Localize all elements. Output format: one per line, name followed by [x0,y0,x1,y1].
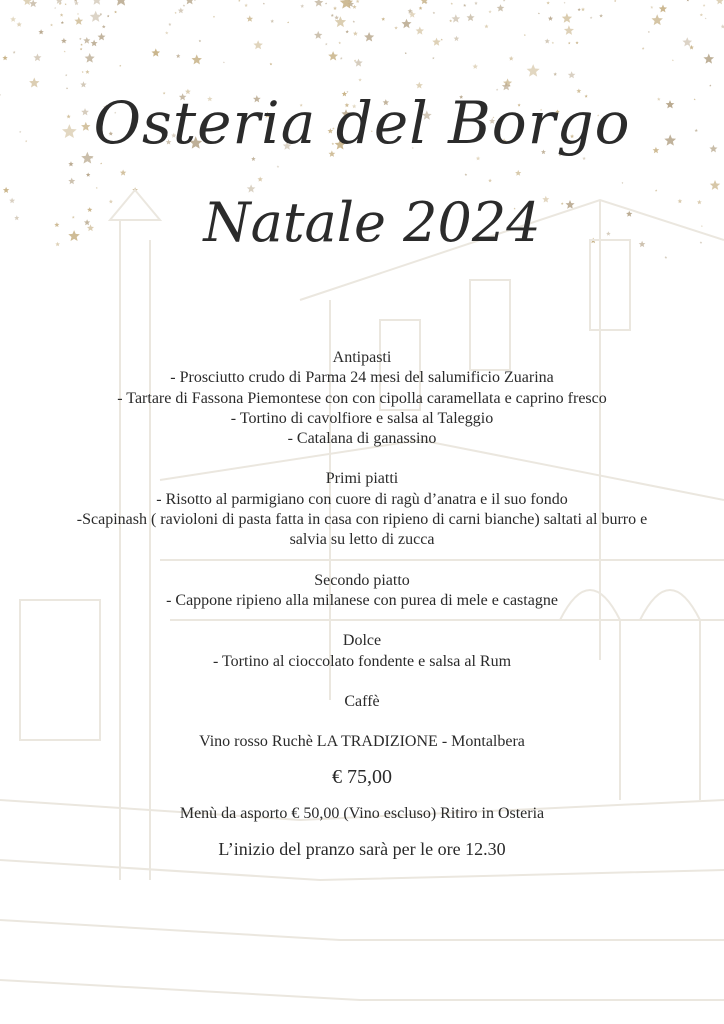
section-primi [0,469,724,550]
star-icon [538,12,540,14]
coffee: Caffè [344,692,380,710]
star-icon [405,52,407,54]
star-icon [178,8,184,14]
menu-item: salvia su letto di zucca [289,531,435,549]
menu-item: - Prosciutto crudo di Parma 24 mesi del salumificio Zuarina [170,369,554,387]
star-icon [703,4,706,7]
star-icon [68,161,73,166]
star-icon [107,15,110,17]
star-icon [716,0,724,4]
star-icon [90,11,102,22]
star-icon [29,0,37,7]
star-icon [115,0,128,6]
star-icon [246,15,253,21]
star-icon [473,64,479,69]
star-icon [10,16,16,22]
star-icon [238,0,241,2]
star-icon [270,63,273,66]
star-icon [2,55,7,60]
star-icon [74,0,78,2]
section-title: Secondo piatto [314,571,410,589]
star-icon [454,36,460,41]
star-icon [100,162,102,164]
star-icon [449,19,452,22]
menu-item: - Tortino di cavolfiore e salsa al Taleggio [230,409,494,427]
star-icon [244,4,248,7]
star-icon [152,48,161,56]
star-icon [578,8,581,11]
star-icon [564,25,574,35]
star-icon [325,43,328,46]
star-icon [419,6,423,10]
star-icon [416,27,424,35]
star-icon [192,54,202,64]
star-icon [13,51,16,54]
star-icon [356,0,360,3]
star-icon [199,40,202,43]
takeaway-note: Menù da asporto € 50,00 (Vino escluso) Ritiro in Osteria [179,805,545,823]
star-icon [183,4,186,6]
star-icon [65,74,67,76]
menu-item: - Risotto al parmigiano con cuore di ragù d’anatra e il suo fondo [156,490,568,508]
star-icon [402,19,412,29]
star-icon [524,34,526,36]
star-icon [253,40,263,49]
star-icon [80,44,82,46]
star-icon [432,57,435,59]
star-icon [703,54,714,64]
menu-content [0,348,724,861]
star-icon [515,170,521,176]
star-icon [474,1,477,4]
star-icon [562,13,572,23]
star-icon [223,61,225,63]
section-title: Antipasti [332,349,392,366]
star-icon [575,41,578,44]
star-icon [176,54,180,58]
star-icon [54,7,56,9]
star-icon [77,13,79,15]
star-icon [263,3,265,5]
star-icon [102,25,106,29]
star-icon [185,0,195,4]
star-icon [270,19,274,23]
star-icon [17,22,22,27]
menu-item: - Tartare di Fassona Piemontese con con cipolla caramellata e caprino fresco [117,389,607,407]
star-icon [642,47,645,50]
star-icon [652,14,663,25]
star-icon [381,17,385,21]
star-icon [86,173,91,177]
star-icon [82,71,84,73]
star-icon [503,0,506,1]
star-icon [91,40,98,47]
star-icon [463,4,466,7]
restaurant-title: Osteria del Borgo [93,89,631,157]
star-icon [340,57,343,60]
menu-item: -Scapinash ( ravioloni di pasta fatta in casa con ripieno di carni bianche) saltati al burro e [76,511,648,529]
star-icon [568,42,571,45]
menu-item: - Catalana di ganassino [287,430,437,448]
star-icon [92,0,103,5]
star-icon [552,42,554,44]
star-icon [346,30,349,33]
star-icon [80,48,83,51]
star-icon [98,33,106,41]
star-icon [465,173,468,176]
star-icon [432,38,441,46]
event-title: Natale 2024 [203,191,541,254]
start-time: L’inizio del pranzo sarà per le ore 12.30 [218,838,506,859]
star-icon [83,37,90,44]
menu-item: - Cappone ripieno alla milanese con purea di mele e castagne [166,591,558,609]
star-icon [300,4,304,8]
star-icon [60,13,64,16]
star-icon [85,70,89,74]
star-icon [33,54,41,62]
star-icon [85,53,95,63]
star-icon [65,3,67,5]
star-icon [648,31,650,33]
star-icon [314,31,322,39]
star-icon [334,15,339,19]
star-icon [672,59,674,61]
star-icon [682,37,692,46]
star-icon [709,84,711,86]
star-icon [353,20,355,22]
star-icon [546,1,549,4]
star-icon [433,12,436,14]
star-icon [497,4,505,11]
menu-item: - Tortino al cioccolato fondente e salsa al Rum [212,652,512,670]
star-icon [705,17,707,19]
star-icon [314,0,323,7]
star-icon [50,24,53,27]
star-icon [599,14,603,18]
star-icon [484,24,488,28]
star-icon [590,16,593,19]
star-icon [564,2,566,4]
section-title: Primi piatti [325,470,399,488]
star-icon [79,38,82,40]
star-icon [213,16,215,18]
star-icon [277,165,280,168]
section-title: Dolce [342,632,382,650]
star-icon [581,7,585,11]
star-icon [194,0,196,1]
price: € 75,00 [332,766,392,789]
star-icon [467,14,475,22]
star-icon [488,10,491,13]
star-icon [354,59,356,61]
star-icon [441,39,443,41]
star-icon [364,32,374,42]
star-icon [29,78,39,88]
star-icon [38,29,43,34]
star-icon [331,14,334,17]
section-secondo [0,571,724,612]
star-icon [659,5,667,13]
wine: Vino rosso Ruchè LA TRADIZIONE - Montalbera [199,733,525,751]
star-icon [452,14,461,22]
star-icon [509,56,514,61]
star-icon [352,5,356,9]
star-icon [175,12,177,14]
star-icon [168,23,171,26]
star-icon [61,38,67,44]
star-icon [328,51,338,60]
star-icon [358,78,362,81]
star-icon [614,0,616,2]
star-icon [553,72,557,76]
star-icon [333,6,337,10]
star-icon [527,64,540,77]
star-icon [568,71,576,78]
star-icon [165,31,168,34]
star-icon [325,2,327,4]
star-icon [545,39,550,44]
star-icon [287,21,289,23]
star-icon [61,21,64,24]
star-icon [338,42,341,45]
star-icon [394,26,398,29]
star-icon [451,2,454,4]
star-icon [353,31,358,36]
star-icon [650,6,653,9]
star-icon [64,51,66,53]
section-antipasti [0,348,724,449]
star-icon [120,170,126,176]
star-icon [80,81,86,87]
section-dolce [0,631,724,672]
star-icon [700,13,703,16]
star-icon [548,16,553,21]
star-icon [114,11,117,14]
star-icon [686,0,689,1]
star-icon [354,59,362,67]
star-icon [119,65,121,67]
star-icon [74,17,83,25]
